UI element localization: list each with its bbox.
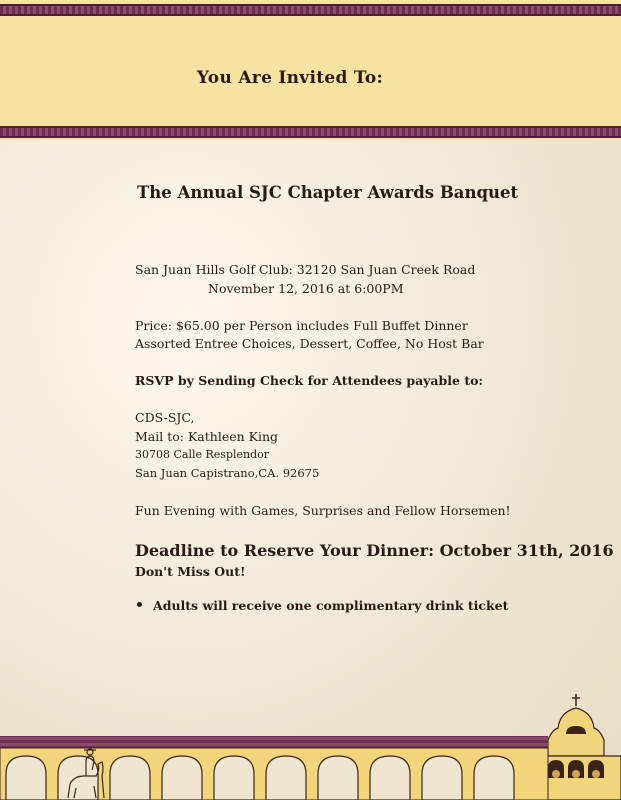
price-line: Price: $65.00 per Person includes Full Buffet Dinner [135, 318, 468, 333]
header-trim-border [0, 126, 621, 138]
rsvp-mail-to: Mail to: Kathleen King [135, 429, 279, 444]
invite-heading: You Are Invited To: [196, 68, 384, 88]
bullet-text: Adults will receive one complimentary drink ticket [153, 598, 509, 613]
bullet-list-item [137, 598, 508, 613]
deadline-note: Don't Miss Out! [135, 564, 246, 579]
rsvp-city: San Juan Capistrano,CA. 92675 [135, 466, 320, 480]
deadline-heading: Deadline to Reserve Your Dinner: October 31th, 2016 [135, 541, 614, 560]
mission-arcade-illustration [0, 690, 621, 800]
event-title: The Annual SJC Chapter Awards Banquet [137, 183, 519, 202]
bullet-icon [137, 602, 142, 607]
venue-line: San Juan Hills Golf Club: 32120 San Juan Creek Road [135, 262, 476, 277]
rsvp-payee: CDS-SJC, [135, 410, 195, 425]
top-trim-border [0, 4, 621, 16]
menu-line: Assorted Entree Choices, Dessert, Coffee, No Host Bar [135, 336, 484, 351]
rsvp-street: 30708 Calle Resplendor [135, 448, 270, 461]
tagline: Fun Evening with Games, Surprises and Fellow Horsemen! [135, 503, 511, 518]
rsvp-heading: RSVP by Sending Check for Attendees payable to: [135, 373, 484, 388]
date-line: November 12, 2016 at 6:00PM [208, 281, 404, 296]
